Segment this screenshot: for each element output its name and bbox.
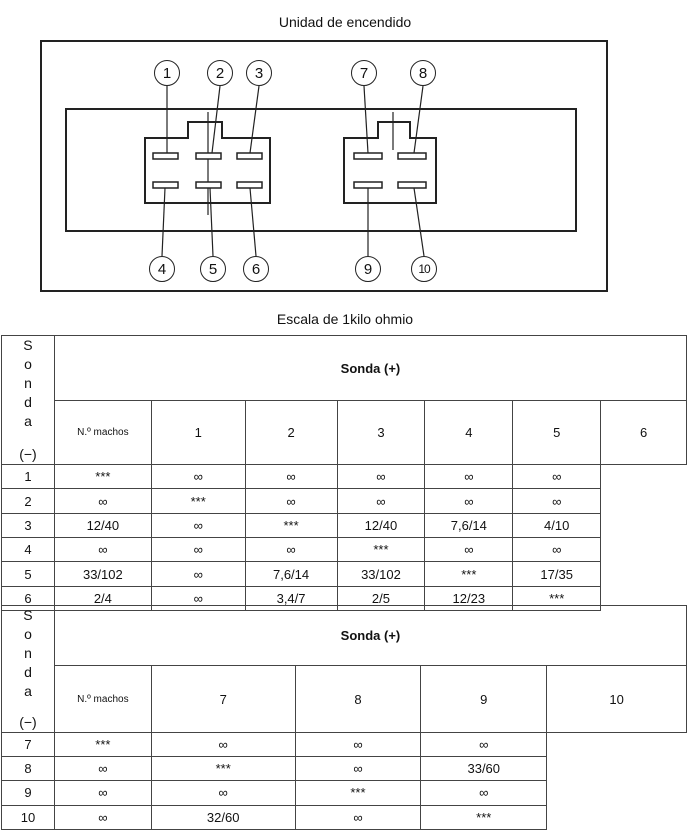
table-row bbox=[2, 805, 687, 829]
side-sign: (−) bbox=[19, 446, 37, 462]
connector-right-outline bbox=[344, 122, 436, 203]
resistance-cell: ∞ bbox=[151, 465, 245, 489]
scale-title: Escala de 1kilo ohmio bbox=[276, 311, 414, 327]
resistance-cell: 7,6/14 bbox=[425, 513, 513, 537]
pin-label-5: 5 bbox=[200, 256, 226, 282]
resistance-cell: ∞ bbox=[54, 805, 151, 829]
pin-label-8: 8 bbox=[410, 60, 436, 86]
resistance-cell: 12/40 bbox=[337, 513, 425, 537]
table2-corner: N.º machos bbox=[54, 666, 151, 733]
table1-col: 4 bbox=[425, 401, 513, 465]
terminal-10 bbox=[398, 182, 426, 188]
row-label: 4 bbox=[2, 538, 55, 562]
resistance-cell: 4/10 bbox=[513, 513, 601, 537]
row-label: 5 bbox=[2, 562, 55, 586]
side-letter: S bbox=[23, 607, 33, 623]
terminal-9 bbox=[354, 182, 382, 188]
resistance-cell: *** bbox=[151, 757, 295, 781]
resistance-table-2 bbox=[1, 605, 687, 830]
resistance-cell: 32/60 bbox=[151, 805, 295, 829]
resistance-cell: 33/102 bbox=[337, 562, 425, 586]
resistance-cell: ∞ bbox=[151, 513, 245, 537]
table2-col: 9 bbox=[421, 666, 547, 733]
side-letter: d bbox=[24, 394, 32, 410]
side-letter: n bbox=[24, 375, 32, 391]
side-letter: d bbox=[24, 664, 32, 680]
table2-header-row bbox=[2, 606, 687, 666]
table-row bbox=[2, 513, 687, 537]
resistance-cell: ∞ bbox=[337, 465, 425, 489]
pin-label-3: 3 bbox=[246, 60, 272, 86]
resistance-cell: *** bbox=[337, 538, 425, 562]
resistance-cell: 12/23 bbox=[425, 586, 513, 610]
resistance-cell: ∞ bbox=[151, 781, 295, 805]
table1-probe-minus-label bbox=[2, 336, 55, 465]
resistance-cell: ∞ bbox=[245, 538, 337, 562]
side-letter: o bbox=[24, 626, 32, 642]
terminal-3 bbox=[237, 153, 262, 159]
terminal-8 bbox=[398, 153, 426, 159]
table1-col: 6 bbox=[601, 401, 687, 465]
row-label: 3 bbox=[2, 513, 55, 537]
resistance-cell: ∞ bbox=[513, 465, 601, 489]
pin-label-10: 10 bbox=[411, 256, 437, 282]
resistance-cell: ∞ bbox=[295, 805, 421, 829]
resistance-cell: ∞ bbox=[513, 489, 601, 513]
side-letter: S bbox=[23, 337, 33, 353]
side-letter: a bbox=[24, 683, 32, 699]
resistance-cell: ∞ bbox=[54, 781, 151, 805]
table2-probe-minus-label bbox=[2, 606, 55, 733]
row-label: 6 bbox=[2, 586, 55, 610]
resistance-cell: ∞ bbox=[425, 489, 513, 513]
table2-column-row bbox=[2, 666, 687, 733]
table1-col: 3 bbox=[337, 401, 425, 465]
table1-probe-plus-header: Sonda (+) bbox=[54, 336, 686, 401]
terminal-7 bbox=[354, 153, 382, 159]
resistance-cell: 2/5 bbox=[337, 586, 425, 610]
pin-label-9: 9 bbox=[355, 256, 381, 282]
table1-header-row bbox=[2, 336, 687, 401]
resistance-cell: ∞ bbox=[245, 489, 337, 513]
resistance-cell: *** bbox=[151, 489, 245, 513]
table-row bbox=[2, 562, 687, 586]
table1-col: 5 bbox=[513, 401, 601, 465]
pin-label-7: 7 bbox=[351, 60, 377, 86]
resistance-cell: *** bbox=[513, 586, 601, 610]
resistance-cell: ∞ bbox=[337, 489, 425, 513]
terminal-1 bbox=[153, 153, 178, 159]
resistance-cell: ∞ bbox=[513, 538, 601, 562]
pin-label-2: 2 bbox=[207, 60, 233, 86]
resistance-cell: ∞ bbox=[54, 489, 151, 513]
resistance-cell: *** bbox=[245, 513, 337, 537]
resistance-cell: ∞ bbox=[245, 465, 337, 489]
terminal-5 bbox=[196, 182, 221, 188]
resistance-cell: *** bbox=[54, 465, 151, 489]
table-row bbox=[2, 733, 687, 757]
resistance-cell: ∞ bbox=[295, 733, 421, 757]
resistance-table-1 bbox=[1, 335, 687, 611]
table-row bbox=[2, 538, 687, 562]
table-row bbox=[2, 489, 687, 513]
resistance-cell: 7,6/14 bbox=[245, 562, 337, 586]
resistance-cell: ∞ bbox=[151, 733, 295, 757]
row-label: 7 bbox=[2, 733, 55, 757]
pin-label-4: 4 bbox=[149, 256, 175, 282]
resistance-cell: 17/35 bbox=[513, 562, 601, 586]
side-letter: n bbox=[24, 645, 32, 661]
pin-label-1: 1 bbox=[154, 60, 180, 86]
resistance-cell: 33/102 bbox=[54, 562, 151, 586]
resistance-cell: ∞ bbox=[54, 757, 151, 781]
table-row bbox=[2, 465, 687, 489]
row-label: 8 bbox=[2, 757, 55, 781]
table-row bbox=[2, 781, 687, 805]
terminal-2 bbox=[196, 153, 221, 159]
table1-corner: N.º machos bbox=[54, 401, 151, 465]
resistance-cell: ∞ bbox=[425, 538, 513, 562]
row-label: 10 bbox=[2, 805, 55, 829]
row-label: 1 bbox=[2, 465, 55, 489]
resistance-cell: ∞ bbox=[151, 562, 245, 586]
resistance-cell: ∞ bbox=[421, 781, 547, 805]
table-row bbox=[2, 757, 687, 781]
resistance-cell: ∞ bbox=[421, 733, 547, 757]
resistance-cell: *** bbox=[421, 805, 547, 829]
table2-probe-plus-header: Sonda (+) bbox=[54, 606, 686, 666]
resistance-cell: ∞ bbox=[151, 586, 245, 610]
diagram-title: Unidad de encendido bbox=[278, 14, 412, 30]
table1-col: 1 bbox=[151, 401, 245, 465]
side-sign: (−) bbox=[19, 714, 37, 730]
side-letter: o bbox=[24, 356, 32, 372]
resistance-cell: ∞ bbox=[295, 757, 421, 781]
row-label: 9 bbox=[2, 781, 55, 805]
terminal-4 bbox=[153, 182, 178, 188]
resistance-cell: *** bbox=[295, 781, 421, 805]
table1-col: 2 bbox=[245, 401, 337, 465]
resistance-cell: *** bbox=[54, 733, 151, 757]
resistance-cell: 3,4/7 bbox=[245, 586, 337, 610]
table2-col: 10 bbox=[547, 666, 687, 733]
table2-col: 8 bbox=[295, 666, 421, 733]
side-letter: a bbox=[24, 413, 32, 429]
resistance-cell: ∞ bbox=[54, 538, 151, 562]
pin-label-6: 6 bbox=[243, 256, 269, 282]
table1-column-row bbox=[2, 401, 687, 465]
resistance-cell: *** bbox=[425, 562, 513, 586]
resistance-cell: 33/60 bbox=[421, 757, 547, 781]
table2-col: 7 bbox=[151, 666, 295, 733]
row-label: 2 bbox=[2, 489, 55, 513]
resistance-cell: 2/4 bbox=[54, 586, 151, 610]
resistance-cell: ∞ bbox=[151, 538, 245, 562]
terminal-6 bbox=[237, 182, 262, 188]
resistance-cell: ∞ bbox=[425, 465, 513, 489]
resistance-cell: 12/40 bbox=[54, 513, 151, 537]
